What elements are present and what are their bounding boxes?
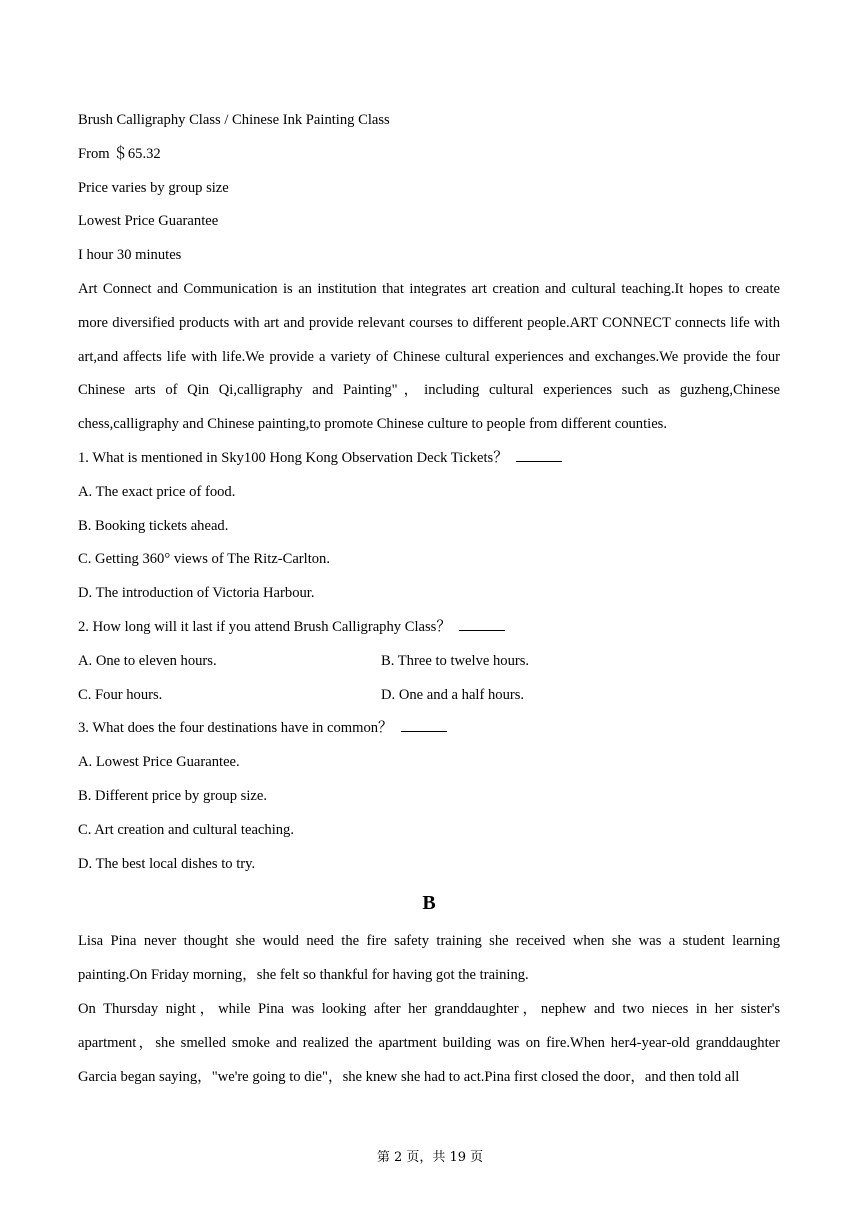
question-1-option-b: B. Booking tickets ahead. bbox=[78, 517, 229, 534]
question-1-stem: 1. What is mentioned in Sky100 Hong Kong Observation Deck Tickets？ bbox=[78, 449, 508, 466]
question-3-stem: 3. What does the four destinations have in common？ bbox=[78, 720, 393, 737]
question-3-option-a: A. Lowest Price Guarantee. bbox=[78, 754, 240, 771]
listing-duration: I hour 30 minutes bbox=[78, 247, 182, 264]
question-1-option-c: C. Getting 360° views of The Ritz-Carlton. bbox=[78, 551, 331, 568]
listing-guarantee: Lowest Price Guarantee bbox=[78, 213, 219, 230]
listing-price: From ＄65.32 bbox=[78, 145, 161, 162]
listing-title: Brush Calligraphy Class / Chinese Ink Painting Class bbox=[78, 112, 390, 128]
answer-blank bbox=[401, 717, 447, 732]
question-1-option-d: D. The introduction of Victoria Harbour. bbox=[78, 585, 315, 602]
question-3-option-c: C. Art creation and cultural teaching. bbox=[78, 821, 294, 838]
question-1 bbox=[78, 442, 780, 476]
answer-blank bbox=[516, 447, 562, 462]
question-3-option-d: D. The best local dishes to try. bbox=[78, 855, 256, 872]
question-1-option-a: A. The exact price of food. bbox=[78, 483, 236, 500]
listing-price-note: Price varies by group size bbox=[78, 179, 229, 196]
section-b-paragraph-2: On Thursday night，while Pina was looking after her granddaughter，nephew and two nieces in her sister's apartment，she smelled smoke and realized the apartment building was on fire.When her4-year-old granddaughter Garcia began saying，"we're going to die"，she knew she had to act.Pina first closed the door，and then told all bbox=[78, 1000, 780, 1085]
question-2-option-d: D. One and a half hours. bbox=[381, 686, 525, 703]
question-3-option-b: B. Different price by group size. bbox=[78, 787, 267, 804]
question-2-option-b: B. Three to twelve hours. bbox=[381, 652, 530, 669]
question-3 bbox=[78, 712, 780, 746]
page-number-footer: 第 2 页，共 19 页 bbox=[376, 1150, 484, 1165]
question-2-options-row-2 bbox=[78, 679, 780, 713]
answer-blank bbox=[459, 616, 505, 631]
question-2-option-c: C. Four hours. bbox=[78, 686, 163, 703]
question-2-stem: 2. How long will it last if you attend Brush Calligraphy Class？ bbox=[78, 618, 451, 635]
question-2-option-a: A. One to eleven hours. bbox=[78, 652, 217, 669]
section-b-paragraph-1: Lisa Pina never thought she would need the fire safety training she received when she was a student learning painting.On Friday morning，she felt so thankful for having got the training. bbox=[78, 933, 780, 984]
question-2-options-row-1 bbox=[78, 645, 780, 679]
listing-description: Art Connect and Communication is an institution that integrates art creation and cultural teaching.It hopes to create more diversified products with art and provide relevant courses to different people.ART CONNECT connects life with art,and affects life with life.We provide a variety of Chinese cultural experiences and exchanges.We provide the four Chinese arts of Qin Qi,calligraphy and Painting"，including cultural experiences such as guzheng,Chinese chess,calligraphy and Chinese painting,to promote Chinese culture to people from different counties. bbox=[78, 280, 780, 433]
document-body bbox=[78, 104, 780, 1094]
section-b-heading: B bbox=[422, 892, 436, 915]
question-2 bbox=[78, 611, 780, 645]
